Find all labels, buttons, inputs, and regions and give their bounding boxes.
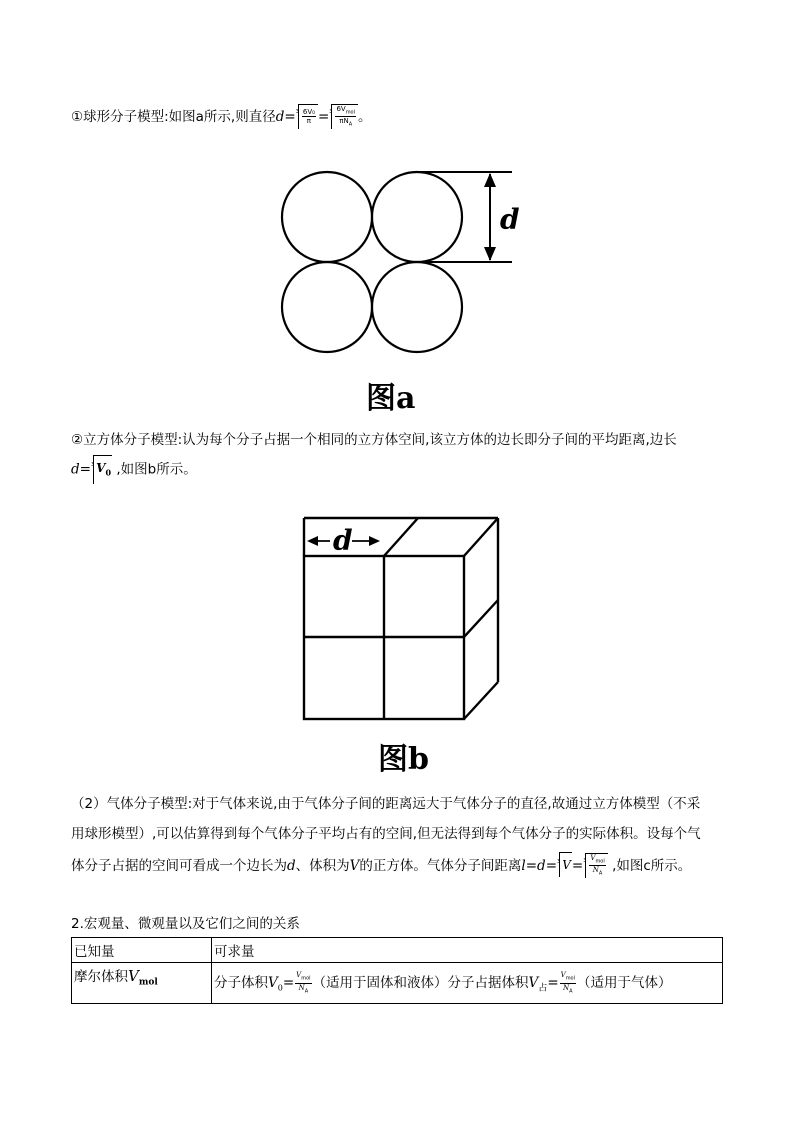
fraction-vmol-na-1: $\frac{V_{mol}}{N_A}$	[296, 971, 311, 994]
paragraph-gas-line1: （2）气体分子模型:对于气体来说,由于气体分子间的距离远大于气体分子的直径,故通过立方体模型（不采	[71, 796, 701, 812]
equals-sign-2: =	[317, 109, 330, 126]
paragraph-cube-model-line2: d=$^3$ $V_0$ ,如图b所示。	[71, 455, 197, 484]
arrow-up-head	[484, 173, 496, 187]
diameter-label: d	[500, 203, 520, 236]
sphere-bottom-left	[282, 262, 372, 352]
fraction-vmol-na-2: $\frac{V_{mol}}{N_A}$	[560, 971, 576, 994]
table-header-row	[72, 938, 723, 963]
edge-arrow-right-head	[369, 536, 380, 546]
table-header-derivable: 可求量	[212, 938, 723, 963]
period: 。	[358, 109, 372, 126]
figure-a-caption: 图a	[366, 381, 416, 416]
cube-right-bottom-edge	[464, 682, 498, 719]
section2-heading: 2.宏观量、微观量以及它们之间的关系	[71, 916, 300, 932]
sphere-model-text: ①球形分子模型:如图a所示,则直径	[71, 109, 276, 126]
table-header-known: 已知量	[72, 938, 212, 963]
arrow-down-head	[484, 247, 496, 261]
cube-right-divider	[464, 600, 498, 637]
cube-root-v0: $^3$ $V_0$	[91, 455, 112, 484]
figure-b-cube	[296, 512, 506, 727]
fraction-6vmol-pina: $\frac{6V_{mol}}{\pi N_A}$	[336, 105, 356, 128]
paragraph-cube-model-line1: ②立方体分子模型:认为每个分子占据一个相同的立方体空间,该立方体的边长即分子间的平均距离,边长	[71, 432, 677, 448]
edge-arrow-left-head	[307, 536, 318, 546]
cube-top-right-edge	[464, 518, 498, 556]
sphere-bottom-right	[372, 262, 462, 352]
cube-root-2: $^3$ $\frac{6V_{mol}}{\pi N_A}$	[329, 104, 358, 130]
equals-sign: =	[284, 109, 296, 126]
paragraph-sphere-model	[71, 104, 372, 130]
figure-a-spheres	[270, 160, 530, 360]
table-row	[72, 963, 723, 1004]
cell-molecule-volume: 分子体积$V_0=$ $\frac{V_{mol}}{N_A}$ （适用于固体和液体）分子占据体积$V_占=$ $\frac{V_{mol}}{N_A}$ （适用于气体）	[212, 963, 723, 1004]
cell-molar-volume: 摩尔体积$V_{mol}$	[72, 963, 212, 1004]
sphere-top-left	[282, 172, 372, 262]
figure-b-caption: 图b	[378, 742, 429, 777]
cube-root-vmol-na: $^3$ $\frac{V_{mol}}{N_A}$	[583, 853, 608, 879]
cube-root-1: $^3$ $\frac{\text{6V₀}}{\pi}$	[296, 104, 318, 130]
edge-label: d	[333, 524, 353, 557]
sphere-top-right	[372, 172, 462, 262]
cube-top-divider	[384, 518, 418, 556]
fraction-6v0-pi: $\frac{\text{6V₀}}{\pi}$	[302, 108, 315, 126]
cube-root-v: $^3$ V	[557, 852, 572, 880]
paragraph-gas-line3: 体分子占据的空间可看成一个边长为d、体积为V的正方体。气体分子间距离l=d=$^3$ V=$^3$ $\frac{V_{mol}}{N_A}$ ,如图c所示。	[71, 852, 691, 880]
var-d: d	[275, 109, 285, 126]
paragraph-gas-line2: 用球形模型）,可以估算得到每个气体分子平均占有的空间,但无法得到每个气体分子的实际体积。设每个气	[71, 826, 701, 842]
relation-table	[71, 937, 723, 1004]
